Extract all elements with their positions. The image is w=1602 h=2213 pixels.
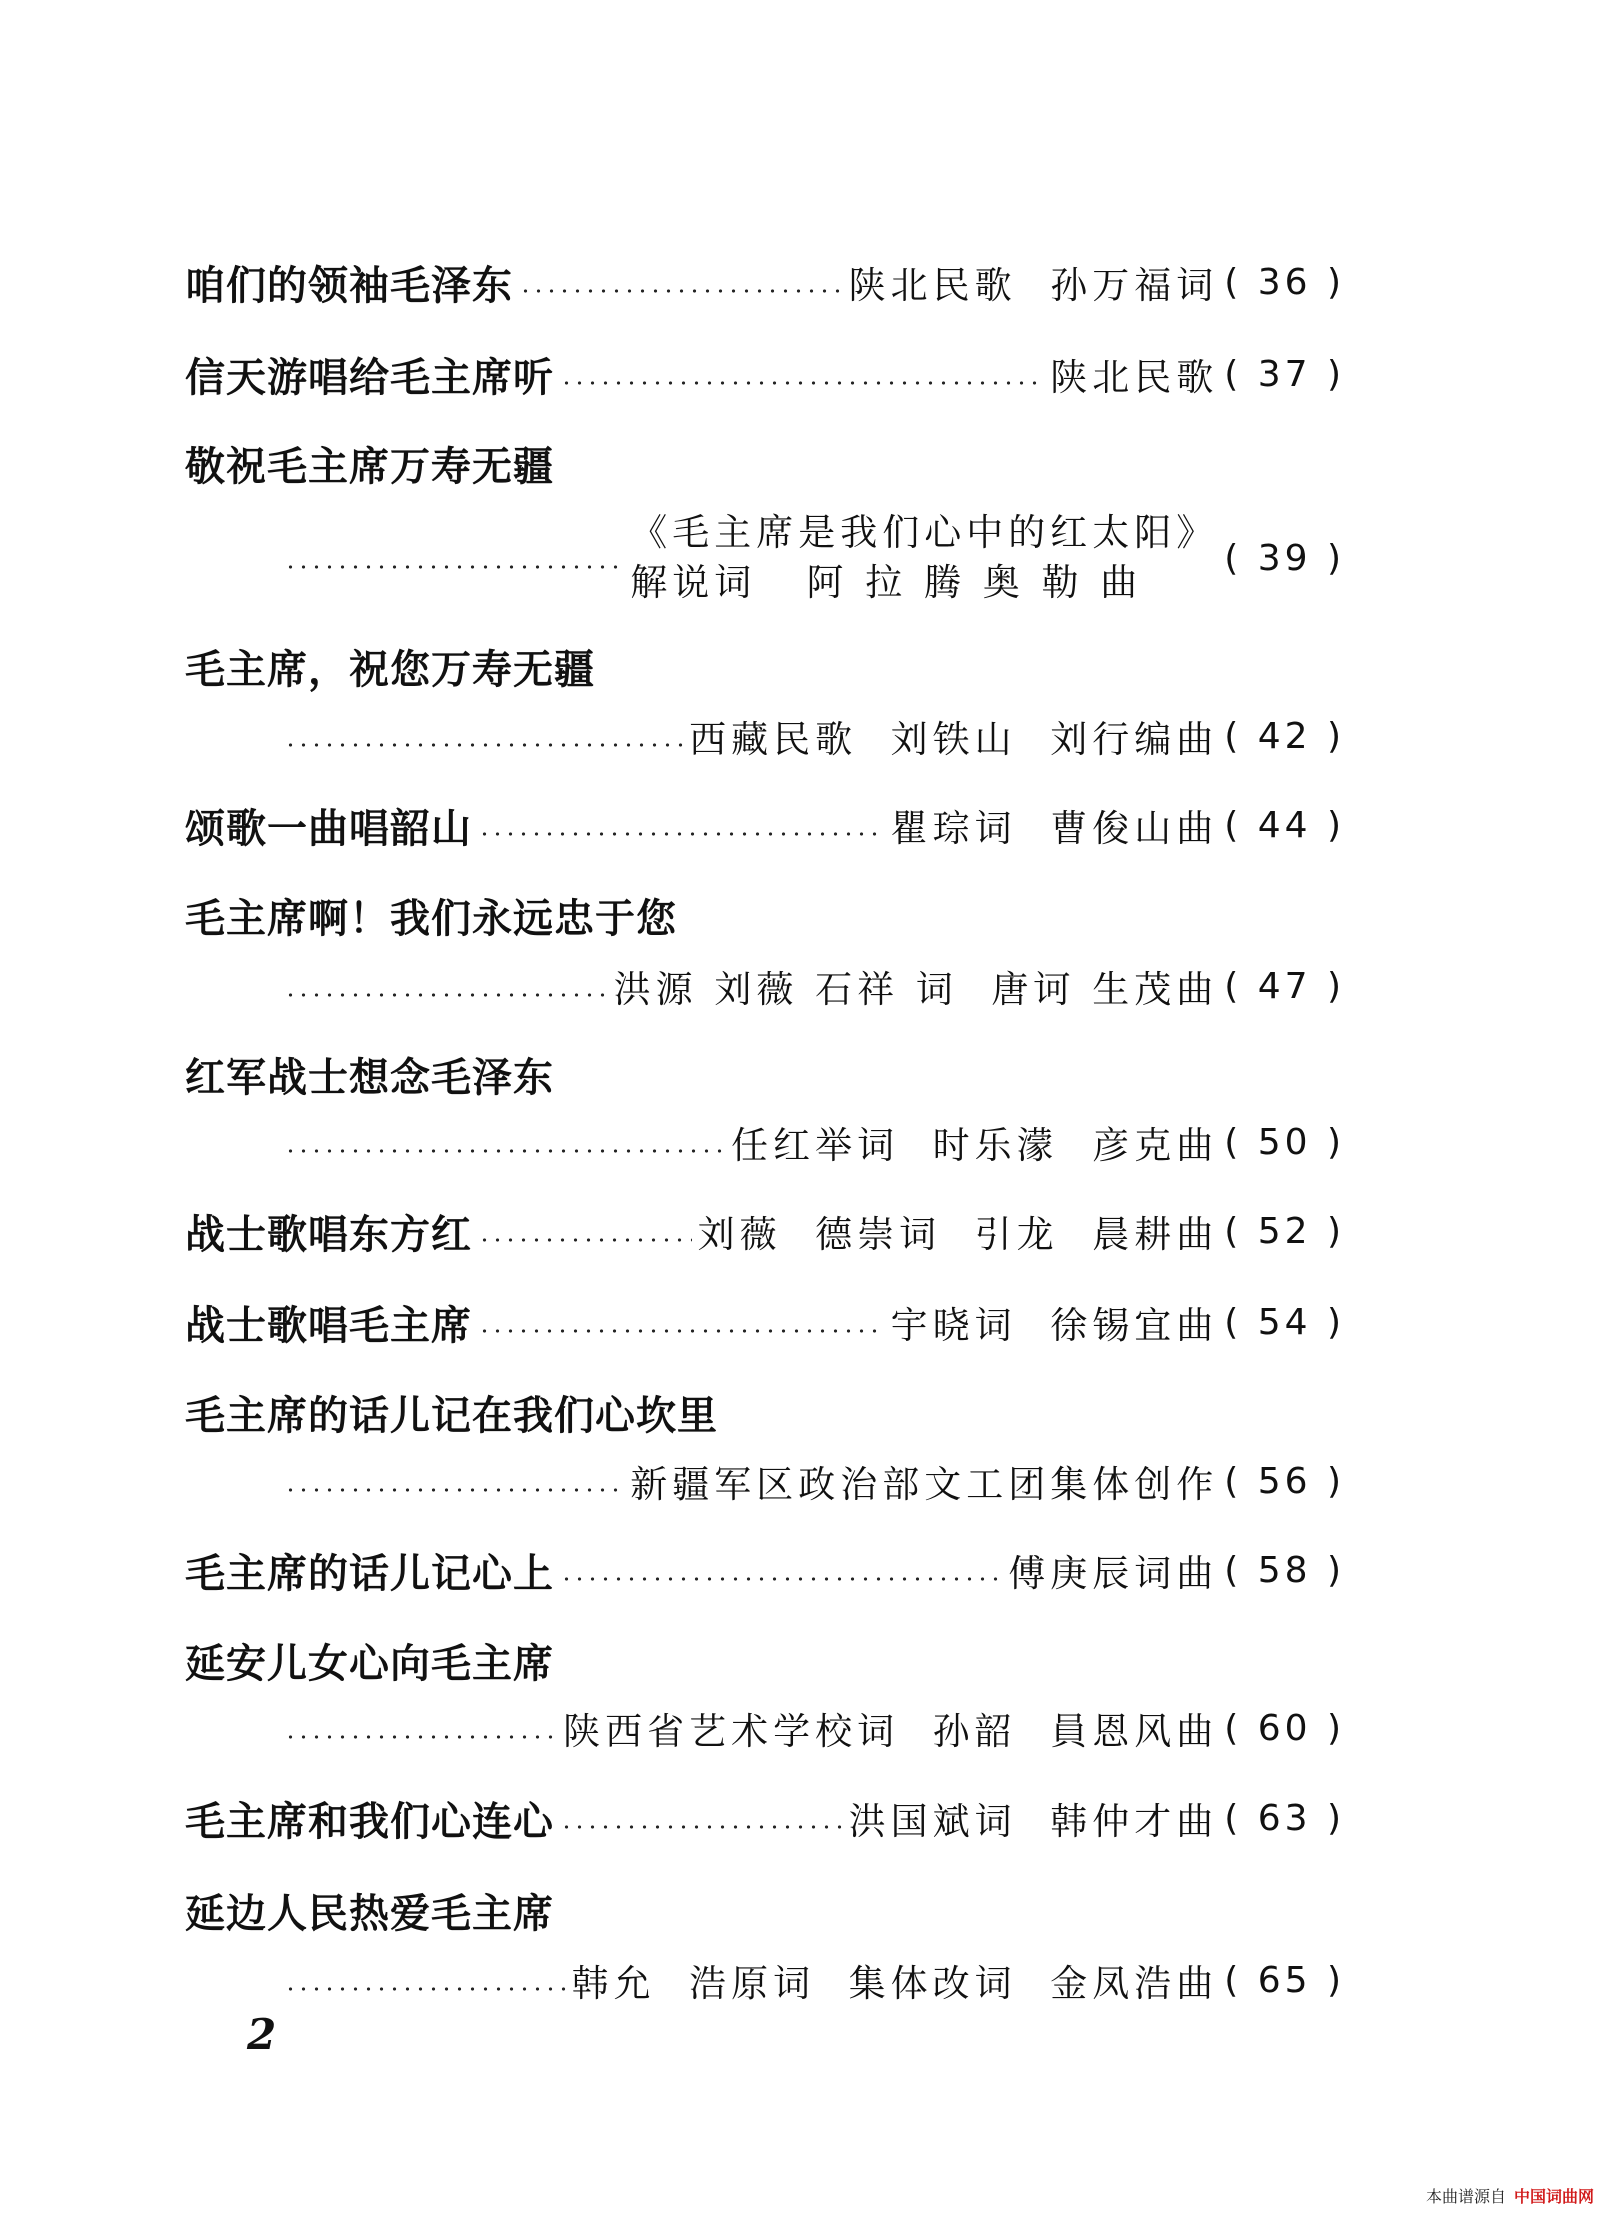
- entry-page: ( 54 ): [1224, 1301, 1345, 1343]
- watermark-site: 中国词曲网: [1513, 2187, 1594, 2206]
- entry-page: ( 58 ): [1224, 1549, 1345, 1591]
- leader-dots: [284, 1488, 624, 1492]
- leader-dots: [284, 1735, 557, 1739]
- entry-page: ( 44 ): [1224, 804, 1345, 846]
- toc-entry-continuation: [278, 1950, 1345, 2010]
- toc-entry: [185, 1788, 1345, 1848]
- entry-title: 咱们的领袖毛泽东: [185, 262, 513, 309]
- toc-entry: [185, 1630, 1345, 1690]
- toc-entry-continuation: [278, 1698, 1345, 1758]
- entry-title: 毛主席的话儿记心上: [185, 1550, 554, 1597]
- toc-entry: [185, 1201, 1345, 1261]
- entry-credit: 宇晓词 徐锡宜曲: [890, 1304, 1219, 1347]
- watermark: [1426, 2184, 1594, 2207]
- leader-dots: [284, 565, 624, 569]
- entry-page: ( 65 ): [1224, 1959, 1345, 2001]
- entry-title: 毛主席的话儿记在我们心坎里: [185, 1392, 718, 1439]
- toc-entry-continuation: [278, 508, 1345, 608]
- toc-entry-continuation: [278, 706, 1345, 766]
- entry-page: ( 63 ): [1224, 1797, 1345, 1839]
- leader-dots: [478, 1238, 692, 1242]
- toc-entry-continuation: [278, 956, 1345, 1016]
- entry-page: ( 39 ): [1224, 537, 1345, 579]
- entry-credit: 陕北民歌: [1050, 356, 1219, 399]
- entry-page: ( 42 ): [1224, 715, 1345, 757]
- watermark-text: 本曲谱源自: [1425, 2187, 1506, 2206]
- toc-entry: [185, 1540, 1345, 1600]
- entry-title: 战士歌唱东方红: [185, 1211, 472, 1258]
- toc-entry: [185, 1044, 1345, 1104]
- leader-dots: [519, 289, 843, 293]
- entry-credit: 任红举词 时乐濛 彦克曲: [731, 1124, 1219, 1167]
- entry-credit: 洪国斌词 韩仲才曲: [848, 1800, 1219, 1843]
- leader-dots: [284, 993, 608, 997]
- entry-credit: 西藏民歌 刘铁山 刘行编曲: [689, 718, 1219, 761]
- toc-entry: [185, 344, 1345, 404]
- leader-dots: [560, 1577, 1002, 1581]
- leader-dots: [284, 1987, 566, 1991]
- entry-title: 战士歌唱毛主席: [185, 1302, 472, 1349]
- entry-title: 敬祝毛主席万寿无疆: [185, 443, 554, 490]
- toc-entry: [185, 885, 1345, 945]
- entry-title: 延边人民热爱毛主席: [185, 1890, 554, 1937]
- toc-entry: [185, 795, 1345, 855]
- toc-entry: [185, 636, 1345, 696]
- entry-credit-line2: 解说词 阿 拉 腾 奥 勒 曲: [630, 561, 1143, 604]
- entry-page: ( 37 ): [1224, 353, 1345, 395]
- entry-credit: [630, 508, 1218, 608]
- leader-dots: [478, 1329, 885, 1333]
- entry-page: ( 52 ): [1224, 1210, 1345, 1252]
- entry-credit: 傅庚辰词曲: [1008, 1552, 1219, 1595]
- toc-entry: [185, 252, 1345, 312]
- toc-entry-continuation: [278, 1112, 1345, 1172]
- toc-entry: [185, 1292, 1345, 1352]
- entry-page: ( 36 ): [1224, 261, 1345, 303]
- entry-credit: 新疆军区政治部文工团集体创作: [630, 1463, 1219, 1506]
- leader-dots: [560, 1825, 843, 1829]
- entry-credit-line1: 《毛主席是我们心中的红太阳》: [630, 511, 1219, 554]
- leader-dots: [284, 1149, 725, 1153]
- entry-credit: 洪源 刘薇 石祥 词 唐诃 生茂曲: [613, 968, 1219, 1011]
- entry-title: 毛主席和我们心连心: [185, 1798, 554, 1845]
- toc-entry: [185, 433, 1345, 493]
- entry-page: ( 56 ): [1224, 1460, 1345, 1502]
- entry-title: 颂歌一曲唱韶山: [185, 805, 472, 852]
- leader-dots: [560, 381, 1044, 385]
- entry-title: 延安儿女心向毛主席: [185, 1640, 554, 1687]
- entry-credit: 刘薇 德崇词 引龙 晨耕曲: [697, 1213, 1219, 1256]
- entry-page: ( 50 ): [1224, 1121, 1345, 1163]
- entry-title: 红军战士想念毛泽东: [185, 1054, 554, 1101]
- entry-page: ( 47 ): [1224, 965, 1345, 1007]
- page-number: 2: [247, 2010, 277, 2059]
- toc-entry: [185, 1382, 1345, 1442]
- leader-dots: [478, 832, 885, 836]
- entry-title: 毛主席啊！我们永远忠于您: [185, 895, 677, 942]
- entry-credit: 瞿琮词 曹俊山曲: [890, 807, 1219, 850]
- entry-credit: 韩允 浩原词 集体改词 金凤浩曲: [571, 1962, 1219, 2005]
- leader-dots: [284, 743, 683, 747]
- entry-credit: 陕北民歌 孙万福词: [848, 264, 1219, 307]
- entry-title: 毛主席，祝您万寿无疆: [185, 646, 595, 693]
- entry-page: ( 60 ): [1224, 1707, 1345, 1749]
- entry-credit: 陕西省艺术学校词 孙韶 員恩风曲: [563, 1710, 1219, 1753]
- toc-entry-continuation: [278, 1451, 1345, 1511]
- toc-entry: [185, 1880, 1345, 1940]
- entry-title: 信天游唱给毛主席听: [185, 354, 554, 401]
